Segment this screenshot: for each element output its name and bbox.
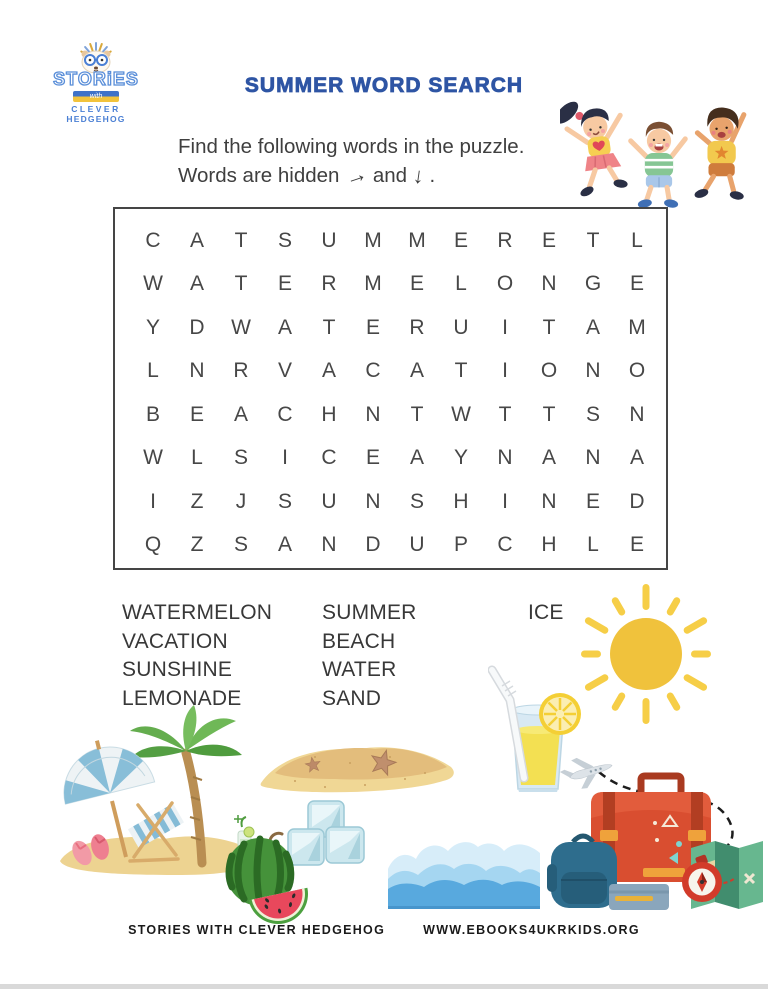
puzzle-letter: Z xyxy=(190,489,204,513)
puzzle-letter: R xyxy=(321,272,337,296)
puzzle-grid xyxy=(115,209,666,567)
puzzle-letter: C xyxy=(321,446,337,470)
boy-middle-figure xyxy=(631,122,686,209)
word-item: WATERMELON xyxy=(122,601,273,624)
wallet-cards xyxy=(609,884,669,910)
puzzle-letter: E xyxy=(189,402,204,426)
puzzle-letter: M xyxy=(364,228,382,252)
puzzle-letter: L xyxy=(455,272,467,296)
logo-clever-text: CLEVER xyxy=(71,104,121,114)
puzzle-letter: I xyxy=(502,315,508,339)
instructions xyxy=(178,133,524,190)
puzzle-letter: G xyxy=(584,272,602,296)
boy-right-figure xyxy=(693,108,744,201)
puzzle-letter: T xyxy=(410,402,424,426)
puzzle-letter: A xyxy=(585,315,600,339)
instructions-and-text: and xyxy=(372,164,408,187)
puzzle-letter: R xyxy=(233,359,249,383)
down-arrow-icon: ↓ xyxy=(411,162,426,189)
puzzle-letter: U xyxy=(409,533,425,557)
word-item: BEACH xyxy=(322,629,396,653)
puzzle-letter: O xyxy=(540,359,558,383)
puzzle-letter: I xyxy=(282,446,288,470)
puzzle-letter: A xyxy=(277,315,292,339)
puzzle-letter: E xyxy=(277,272,292,296)
backpack xyxy=(547,836,617,908)
puzzle-letter: U xyxy=(453,315,469,339)
puzzle-letter: L xyxy=(587,533,599,557)
puzzle-letter: W xyxy=(231,315,251,339)
puzzle-letter: W xyxy=(143,446,163,470)
travel-kit-illustration xyxy=(545,748,765,918)
logo-stories-text: STORiES xyxy=(53,69,139,89)
word-item: LEMONADE xyxy=(122,686,242,710)
puzzle-letter: R xyxy=(497,228,513,252)
logo-hedgehog-text: HEDGEHOG xyxy=(66,114,126,124)
word-item: SUNSHINE xyxy=(122,658,233,681)
puzzle-letter: Y xyxy=(453,446,468,470)
instructions-line2 xyxy=(178,161,524,190)
puzzle-letter: R xyxy=(409,315,425,339)
sand-pile-illustration xyxy=(255,733,460,803)
lemon-slice xyxy=(539,693,581,735)
puzzle-letter: T xyxy=(322,315,336,339)
puzzle-letter: M xyxy=(408,228,426,252)
puzzle-letter: A xyxy=(233,402,248,426)
puzzle-letter: S xyxy=(277,489,292,513)
instructions-line1: Find the following words in the puzzle. xyxy=(178,135,525,158)
puzzle-letter: B xyxy=(145,402,160,426)
puzzle-letter: E xyxy=(365,446,380,470)
footer-website-text: WWW.EBOOKS4UKRKIDS.ORG xyxy=(423,923,640,937)
puzzle-letter: O xyxy=(496,272,514,296)
puzzle-letter: S xyxy=(585,402,600,426)
puzzle-letter: S xyxy=(409,489,424,513)
puzzle-letter: C xyxy=(497,533,513,557)
puzzle-letter: T xyxy=(542,402,556,426)
puzzle-letter: N xyxy=(497,446,513,470)
puzzle-letter: Z xyxy=(190,533,204,557)
puzzle-letter: H xyxy=(453,489,469,513)
footer xyxy=(0,923,768,937)
puzzle-letter: I xyxy=(150,489,156,513)
puzzle-letter: S xyxy=(233,446,248,470)
puzzle-grid-border xyxy=(113,207,668,570)
girl-figure xyxy=(560,92,631,201)
puzzle-letter: A xyxy=(629,446,644,470)
puzzle-letter: N xyxy=(629,402,645,426)
instructions-period: . xyxy=(429,164,436,187)
puzzle-letter: A xyxy=(409,359,424,383)
word-item: VACATION xyxy=(122,629,228,653)
puzzle-letter: J xyxy=(235,489,247,513)
puzzle-letter: A xyxy=(189,228,204,252)
page-bottom-edge xyxy=(0,984,768,989)
puzzle-letter: A xyxy=(409,446,424,470)
puzzle-letter: E xyxy=(409,272,424,296)
puzzle-letter: T xyxy=(586,228,600,252)
puzzle-letter: U xyxy=(321,489,337,513)
puzzle-letter: M xyxy=(364,272,382,296)
puzzle-letter: M xyxy=(628,315,646,339)
word-item: ICE xyxy=(528,601,564,624)
puzzle-letter: S xyxy=(233,533,248,557)
puzzle-letter: I xyxy=(502,359,508,383)
puzzle-letter: A xyxy=(541,446,556,470)
puzzle-letter: L xyxy=(631,228,643,252)
right-arrow-icon: → xyxy=(341,160,371,191)
puzzle-letter: O xyxy=(628,359,646,383)
word-item: SAND xyxy=(322,686,382,710)
puzzle-letter: E xyxy=(453,228,468,252)
puzzle-letter: N xyxy=(365,489,381,513)
puzzle-letter: A xyxy=(277,533,292,557)
puzzle-letter: N xyxy=(321,533,337,557)
puzzle-letter: T xyxy=(234,272,248,296)
jumping-kids-illustration xyxy=(560,88,760,210)
puzzle-letter: N xyxy=(541,489,557,513)
sun-illustration xyxy=(570,578,722,730)
puzzle-letter: S xyxy=(277,228,292,252)
puzzle-letter: E xyxy=(585,489,600,513)
puzzle-letter: C xyxy=(277,402,293,426)
puzzle-letter: D xyxy=(365,533,381,557)
puzzle-letter: E xyxy=(629,533,644,557)
puzzle-letter: I xyxy=(502,489,508,513)
puzzle-letter: N xyxy=(189,359,205,383)
word-item: WATER xyxy=(322,658,397,681)
puzzle-letter: W xyxy=(451,402,471,426)
puzzle-letter: T xyxy=(498,402,512,426)
puzzle-letter: L xyxy=(147,359,159,383)
puzzle-letter: V xyxy=(277,359,292,383)
puzzle-letter: T xyxy=(234,228,248,252)
puzzle-letter: L xyxy=(191,446,203,470)
word-list-column-2 xyxy=(322,599,417,713)
puzzle-letter: U xyxy=(321,228,337,252)
puzzle-letter: E xyxy=(629,272,644,296)
puzzle-letter: Y xyxy=(145,315,160,339)
puzzle-letter: T xyxy=(542,315,556,339)
puzzle-letter: D xyxy=(189,315,205,339)
puzzle-letter: E xyxy=(541,228,556,252)
puzzle-letter: N xyxy=(365,402,381,426)
puzzle-letter: P xyxy=(453,533,468,557)
puzzle-letter: N xyxy=(585,446,601,470)
puzzle-letter: N xyxy=(541,272,557,296)
watermelon-illustration xyxy=(220,830,316,925)
instructions-line2-text: Words are hidden xyxy=(178,164,340,187)
puzzle-letter: C xyxy=(145,228,161,252)
puzzle-letter: E xyxy=(365,315,380,339)
puzzle-letter: T xyxy=(454,359,468,383)
word-list-column-3 xyxy=(528,599,564,628)
puzzle-letter: C xyxy=(365,359,381,383)
puzzle-letter: H xyxy=(321,402,337,426)
puzzle-letter: A xyxy=(189,272,204,296)
word-item: SUMMER xyxy=(322,601,417,624)
footer-brand-text: STORIES WITH CLEVER HEDGEHOG xyxy=(128,923,386,937)
page-title: SUMMER WORD SEARCH xyxy=(244,74,524,97)
airplane-icon xyxy=(557,749,616,794)
puzzle-letter: Q xyxy=(144,533,162,557)
puzzle-letter: A xyxy=(321,359,336,383)
puzzle-letter: W xyxy=(143,272,163,296)
puzzle-letter: D xyxy=(629,489,645,513)
logo-with-text: with xyxy=(89,93,103,100)
word-list-column-1 xyxy=(122,599,272,713)
puzzle-letter: N xyxy=(585,359,601,383)
puzzle-letter: H xyxy=(541,533,557,557)
water-waves-illustration xyxy=(388,833,540,909)
